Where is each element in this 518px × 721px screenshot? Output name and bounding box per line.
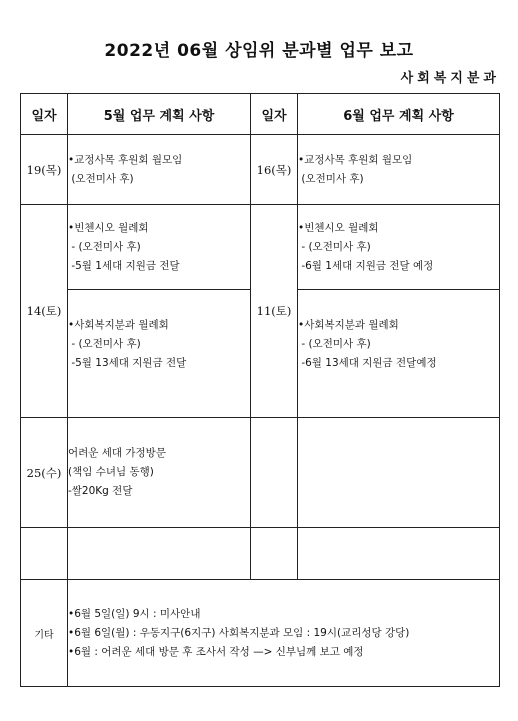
plan-line: - (오전미사 후) [298, 338, 371, 350]
plan-line: 어려운 세대 가정방문 [68, 447, 166, 459]
header-day-june: 일자 [251, 94, 298, 135]
plan-line: •사회복지분과 월례회 [68, 319, 169, 331]
misc-line: •6월 5일(일) 9시 : 미사안내 [68, 607, 201, 620]
misc-line: •6월 : 어려운 세대 방문 후 조사서 작성 —> 신부님께 보고 예정 [68, 645, 364, 658]
table-row [21, 205, 500, 290]
may-plan-cell [68, 528, 251, 580]
plan-line: -5월 13세대 지원금 전달 [68, 357, 187, 369]
report-title: 2022년 06월 상임위 분과별 업무 보고 [104, 41, 414, 61]
plan-line: •빈첸시오 월례회 [68, 221, 149, 234]
may-day-cell: 25(수) [21, 418, 68, 528]
misc-content [68, 580, 500, 687]
may-plan-cell [68, 135, 251, 205]
plan-line: -6월 1세대 지원금 전달 예정 [298, 259, 434, 272]
plan-line: •교정사목 후원회 월모임 [298, 153, 413, 166]
june-day-cell: 11(토) [251, 205, 298, 418]
plan-line: - (오전미사 후) [298, 240, 371, 253]
may-day-cell: 19(목) [21, 135, 68, 205]
misc-row [21, 580, 500, 687]
report-table [20, 93, 500, 687]
plan-line: •빈첸시오 월례회 [298, 221, 379, 234]
june-day-cell [251, 528, 298, 580]
plan-line: -6월 13세대 지원금 전달예정 [298, 357, 437, 369]
plan-line: (오전미사 후) [68, 172, 134, 185]
header-june-plan: 6월 업무 계획 사항 [298, 94, 500, 135]
misc-label: 기타 [21, 580, 68, 687]
table-row [21, 528, 500, 580]
header-may-plan: 5월 업무 계획 사항 [68, 94, 251, 135]
plan-line: -쌀20Kg 전달 [68, 485, 133, 497]
june-plan-cell [298, 528, 500, 580]
may-day-cell [21, 528, 68, 580]
may-plan-cell [68, 205, 251, 290]
june-day-cell [251, 418, 298, 528]
may-plan-cell [68, 418, 251, 528]
june-plan-cell [298, 290, 500, 418]
june-plan-cell [298, 418, 500, 528]
june-plan-cell [298, 135, 500, 205]
plan-line: (책임 수녀님 동행) [68, 466, 154, 478]
june-plan-cell [298, 205, 500, 290]
misc-line: •6월 6일(월) : 우동지구(6지구) 사회복지분과 모임 : 19시(교리성당 강당) [68, 626, 410, 639]
table-row [21, 135, 500, 205]
plan-line: •교정사목 후원회 월모임 [68, 153, 183, 166]
plan-line: (오전미사 후) [298, 172, 364, 185]
plan-line: - (오전미사 후) [68, 338, 141, 350]
june-day-cell: 16(목) [251, 135, 298, 205]
department-name: 사회복지분과 [400, 71, 500, 86]
header-day-may: 일자 [21, 94, 68, 135]
may-plan-cell [68, 290, 251, 418]
plan-line: -5월 1세대 지원금 전달 [68, 259, 180, 272]
header-row [21, 94, 500, 135]
table-row [21, 418, 500, 528]
plan-line: •사회복지분과 월례회 [298, 319, 399, 331]
may-day-cell: 14(토) [21, 205, 68, 418]
plan-line: - (오전미사 후) [68, 240, 141, 253]
